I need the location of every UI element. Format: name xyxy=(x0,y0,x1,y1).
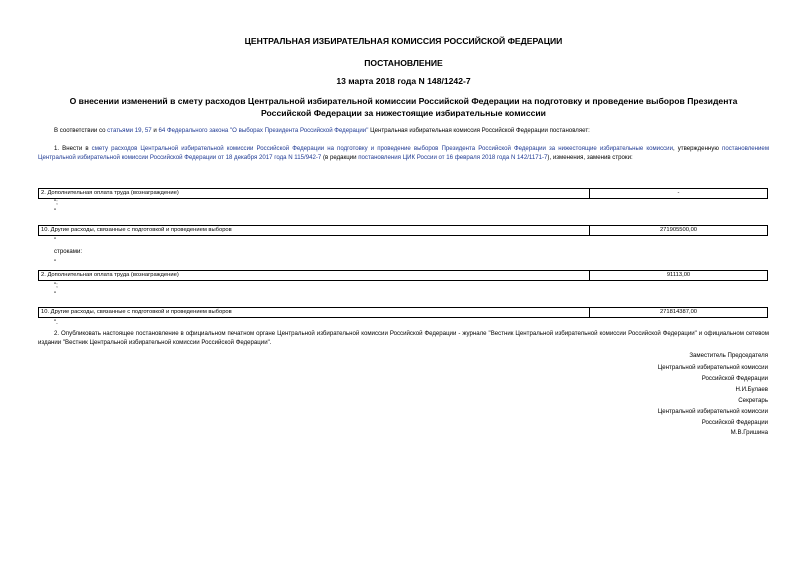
open-quote-mark: " xyxy=(54,208,57,215)
replace-with-label: строками: xyxy=(54,248,83,255)
signature-line: Российской Федерации xyxy=(701,419,768,426)
close-quote-mark: " xyxy=(54,237,57,244)
table-cell-label: 2. Дополнительная оплата труда (вознаграждение) xyxy=(39,189,590,198)
intro-text-post: Центральная избирательная комиссия Российской Федерации постановляет: xyxy=(368,127,590,134)
document-type: ПОСТАНОВЛЕНИЕ xyxy=(364,58,443,68)
item2-paragraph: 2. Опубликовать настоящее постановление в официальном печатном органе Центральной избирательной комиссии Российской Федерации - журнале "Вестник Центральной избирательной комиссии Российской Федерации" и официальном сетевом издании "Вестник Центральной избирательной комиссии Российской Федерации". xyxy=(38,330,769,347)
signature-name: М.В.Гришина xyxy=(730,429,768,436)
table-cell-label: 10. Другие расходы, связанные с подготовкой и проведением выборов xyxy=(39,308,590,317)
open-quote-mark: " xyxy=(54,259,57,266)
signature-line: Российской Федерации xyxy=(701,375,768,382)
item1-text-mid2: (в редакции xyxy=(321,154,359,162)
table-cell-label: 2. Дополнительная оплата труда (вознаграждение) xyxy=(39,271,590,280)
new-row-additional-pay xyxy=(38,270,768,281)
table-cell-value: 91113,00 xyxy=(666,272,691,278)
open-quote-mark: " xyxy=(54,291,57,298)
item1-text-pre: 1. Внести в xyxy=(54,145,92,152)
table-cell-label: 10. Другие расходы, связанные с подготовкой и проведением выборов xyxy=(39,226,590,235)
item1-paragraph xyxy=(38,144,769,163)
new-row-other-expenses xyxy=(38,307,768,318)
commission-name: ЦЕНТРАЛЬНАЯ ИЗБИРАТЕЛЬНАЯ КОМИССИЯ РОССИЙСКОЙ ФЕДЕРАЦИИ xyxy=(244,36,563,46)
federal-law-link[interactable]: 64 Федерального закона "О выборах Президента Российской Федерации" xyxy=(158,127,369,134)
law-articles-link[interactable]: статьями 19, 57 xyxy=(107,127,152,134)
resolution-142-link[interactable]: постановления ЦИК России от 16 февраля 2018 года N 142/1171-7 xyxy=(358,154,548,162)
signature-line: Центральной избирательной комиссии xyxy=(657,408,768,415)
table-cell-value: 271814387,00 xyxy=(659,309,698,315)
ellipsis-quote-mark: "; xyxy=(54,199,58,206)
ellipsis-quote-mark: "; xyxy=(54,282,58,289)
signature-line: Заместитель Председателя xyxy=(689,352,768,359)
item1-text-mid1: , утвержденную xyxy=(672,145,723,152)
end-quote-mark: ". xyxy=(54,319,58,326)
signature-line: Секретарь xyxy=(738,397,768,404)
table-cell-value: - xyxy=(677,190,680,196)
old-row-other-expenses xyxy=(38,225,768,236)
document-title: О внесении изменений в смету расходов Центральной избирательной комиссии Российской Федерации на подготовку и проведение выборов Президента Российской Федерации за нижестоящие избирательные комиссии xyxy=(69,96,738,118)
intro-text-mid: и xyxy=(151,127,159,134)
intro-paragraph xyxy=(38,126,769,135)
signature-line: Центральной избирательной комиссии xyxy=(657,364,768,371)
intro-text-pre: В соответствии со xyxy=(54,127,108,134)
resolution-115-link[interactable]: постановлением Центральной избирательной комиссии Российской Федерации от 18 декабря 2017 года N 115/942-7 xyxy=(38,145,770,162)
signature-name: Н.И.Булаев xyxy=(735,386,768,393)
item1-text-post: ), изменения, заменив строки: xyxy=(547,154,633,162)
document-date-number: 13 марта 2018 года N 148/1242-7 xyxy=(336,76,471,86)
estimate-link[interactable]: смету расходов Центральной избирательной комиссии Российской Федерации на подготовку и проведение выборов Президента Российской Федерации за нижестоящие избирательные комиссии xyxy=(91,145,673,152)
table-cell-value: 271905500,00 xyxy=(659,227,698,233)
old-row-additional-pay xyxy=(38,188,768,199)
